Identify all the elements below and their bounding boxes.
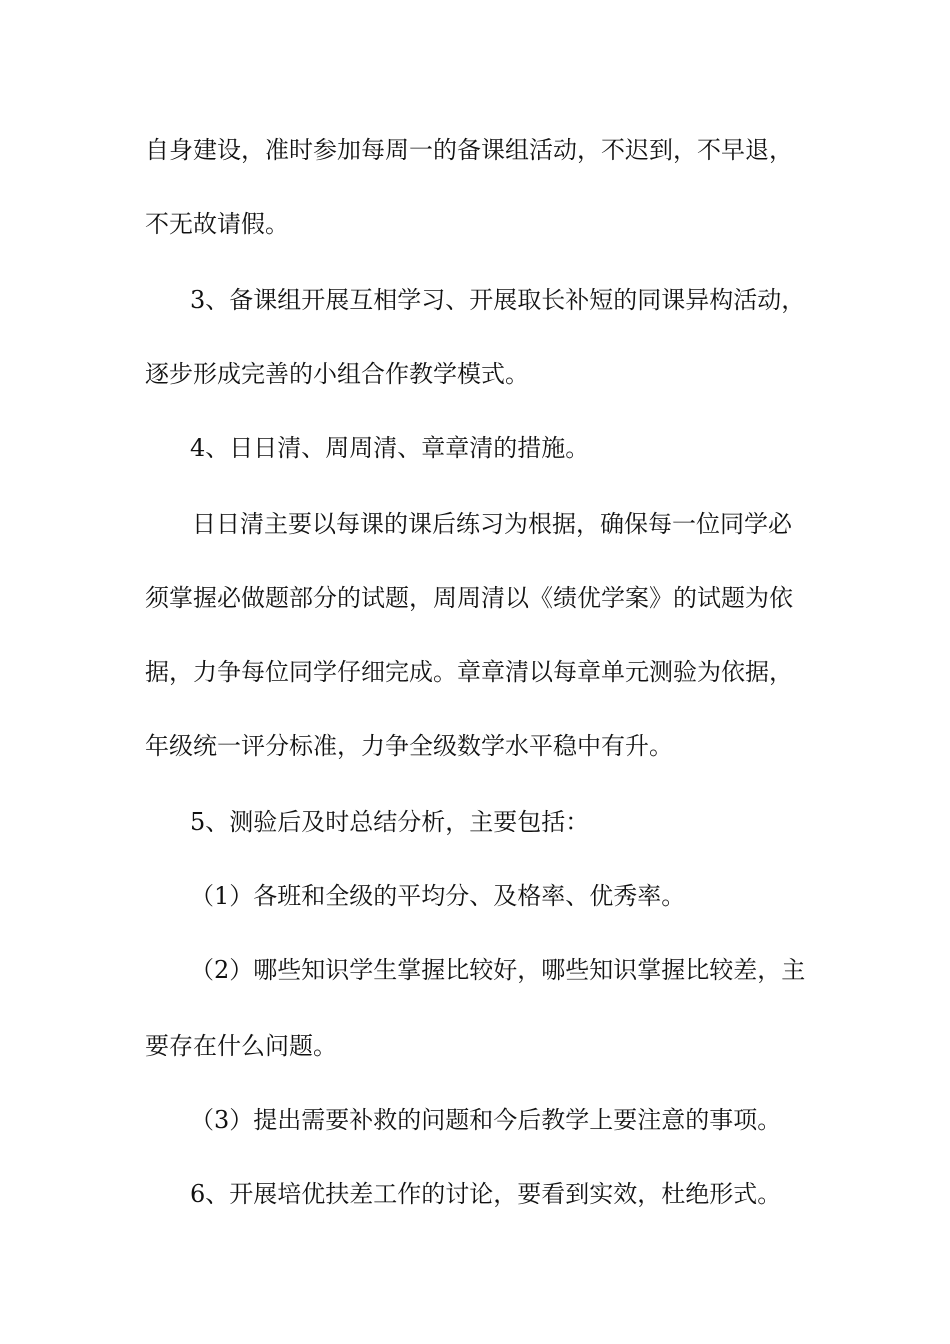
text-line: 日日清主要以每课的课后练习为根据，确保每一位同学必	[192, 510, 792, 538]
text-line: 自身建设，准时参加每周一的备课组活动，不迟到，不早退，	[145, 136, 793, 164]
text-line: 据，力争每位同学仔细完成。章章清以每章单元测验为依据，	[145, 658, 793, 686]
text-line: （1）各班和全级的平均分、及格率、优秀率。	[190, 882, 686, 910]
text-line: 6、开展培优扶差工作的讨论，要看到实效，杜绝形式。	[190, 1180, 782, 1208]
text-line: 逐步形成完善的小组合作教学模式。	[145, 360, 529, 388]
text-line: （3）提出需要补救的问题和今后教学上要注意的事项。	[190, 1106, 782, 1134]
text-line: 3、备课组开展互相学习、开展取长补短的同课异构活动，	[190, 286, 806, 314]
text-line: 要存在什么问题。	[145, 1032, 337, 1060]
text-line: 不无故请假。	[145, 210, 289, 238]
text-line: 年级统一评分标准，力争全级数学水平稳中有升。	[145, 732, 673, 760]
text-line: 4、日日清、周周清、章章清的措施。	[190, 434, 590, 462]
text-line: 5、测验后及时总结分析，主要包括：	[190, 808, 590, 836]
text-line: 须掌握必做题部分的试题，周周清以《绩优学案》的试题为依	[145, 584, 793, 612]
text-line: （2）哪些知识学生掌握比较好，哪些知识掌握比较差，主	[190, 956, 806, 984]
